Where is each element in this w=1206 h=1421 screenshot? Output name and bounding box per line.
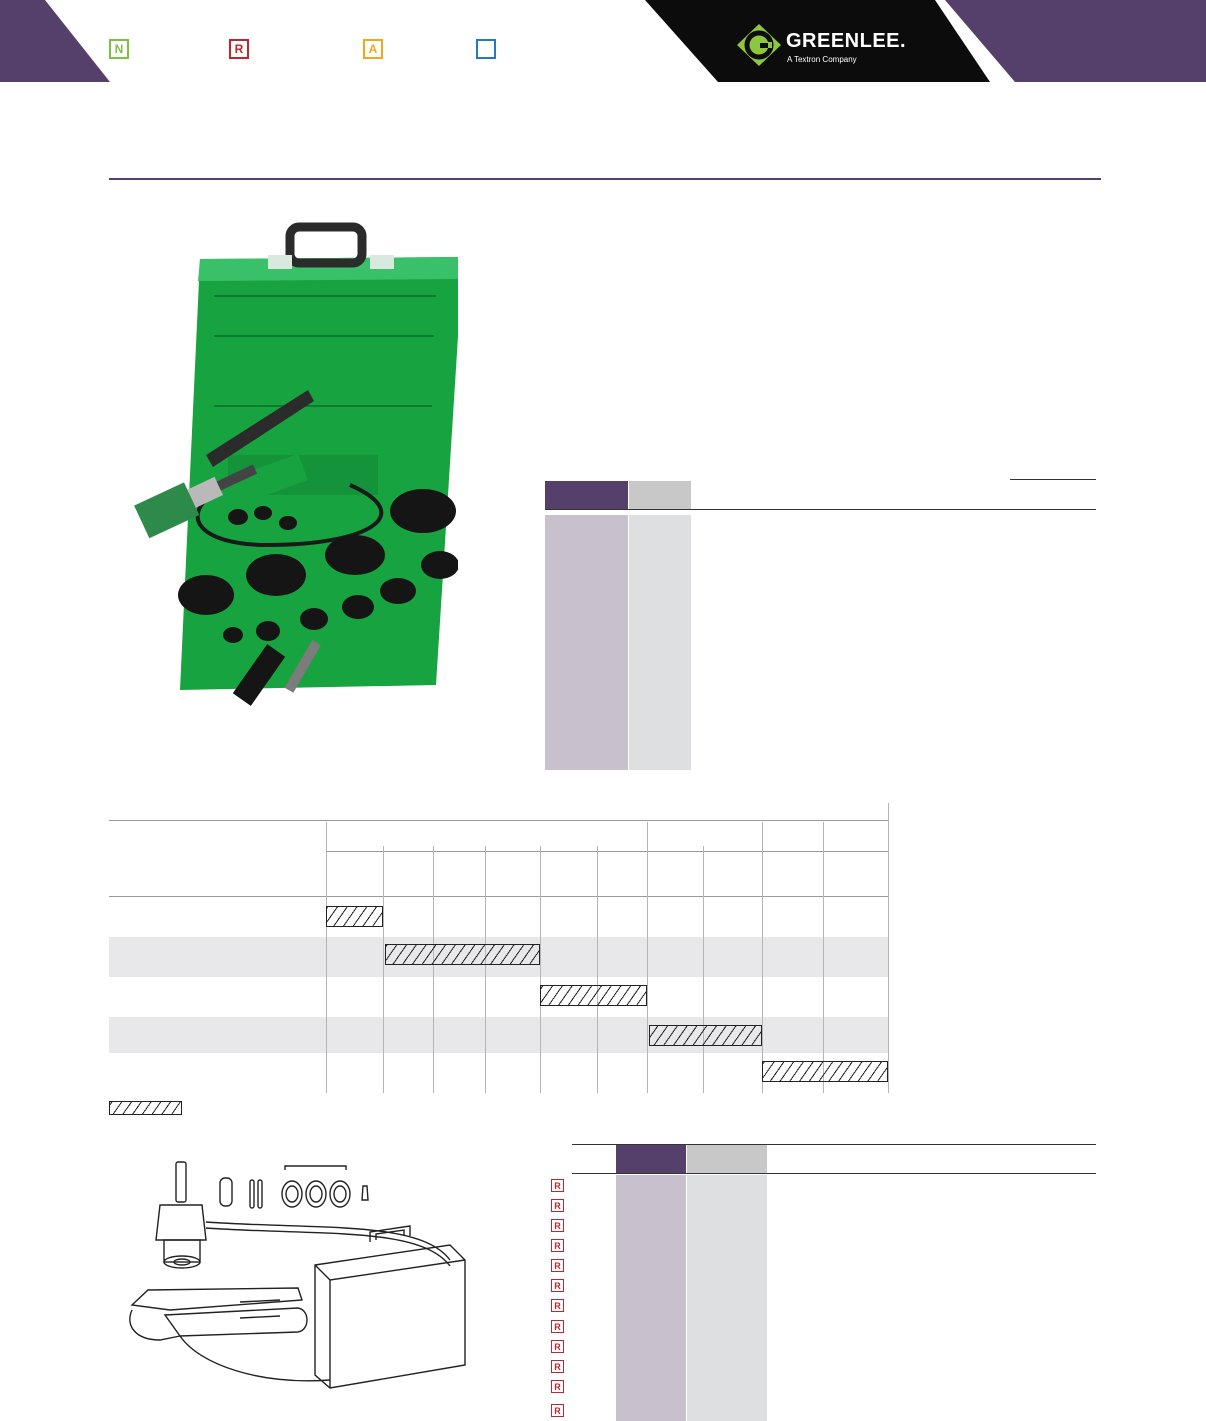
replacement-badge: R xyxy=(551,1404,564,1417)
small-parts-drawing xyxy=(220,1166,368,1208)
right-band-shape xyxy=(945,0,1206,82)
range-bar-5 xyxy=(762,1061,888,1082)
replacement-badge: R xyxy=(551,1340,564,1353)
spec-column-secondary xyxy=(629,515,691,770)
legend-a-box xyxy=(363,39,383,59)
replacement-badge: R xyxy=(551,1179,564,1192)
greenlee-logo xyxy=(736,22,926,68)
chart-divider xyxy=(433,846,434,1093)
range-bar-1 xyxy=(326,906,383,927)
brand-tagline: A Textron Company xyxy=(787,55,857,64)
replacement-badge: R xyxy=(551,1219,564,1232)
chart-divider xyxy=(597,846,598,1093)
legend-r-letter: R xyxy=(234,42,244,56)
chart-top-rule xyxy=(109,820,888,821)
replacement-badge: R xyxy=(551,1380,564,1393)
parts-diagram xyxy=(120,1150,470,1395)
pump-drawing xyxy=(130,1288,330,1381)
legend-n-letter: N xyxy=(114,42,124,56)
range-bar-3 xyxy=(540,985,647,1006)
chart-header-rule xyxy=(109,896,888,897)
chart-divider xyxy=(703,846,704,1093)
range-bar-2 xyxy=(385,944,540,965)
legend-blank-box xyxy=(476,39,496,59)
legend-r-box xyxy=(229,39,249,59)
chart-subheader-rule xyxy=(326,851,888,852)
replacement-badge: R xyxy=(551,1239,564,1252)
replacement-badge: R xyxy=(551,1360,564,1373)
parts-column-secondary xyxy=(687,1175,767,1421)
case-handle xyxy=(290,227,362,263)
replacement-badge: R xyxy=(551,1259,564,1272)
spec-top-rule xyxy=(1010,479,1096,480)
replacement-badge: R xyxy=(551,1320,564,1333)
left-band-shape xyxy=(0,0,110,82)
spec-header-cell-secondary xyxy=(629,481,691,509)
spec-header-cell-primary xyxy=(545,481,628,509)
range-legend-swatch xyxy=(109,1101,182,1115)
spec-header-rule xyxy=(545,509,1096,510)
legend-n-box xyxy=(109,39,129,59)
replacement-badge: R xyxy=(551,1199,564,1212)
legend-a-letter: A xyxy=(368,42,378,56)
parts-column-primary xyxy=(616,1175,686,1421)
chart-divider xyxy=(326,822,327,1093)
title-rule xyxy=(109,178,1101,180)
parts-header-cell-primary xyxy=(616,1145,686,1173)
greenlee-g-icon xyxy=(736,23,782,67)
chart-divider xyxy=(888,803,889,1093)
chart-divider xyxy=(540,846,541,1093)
chart-row-bg xyxy=(109,1017,888,1053)
replacement-badge: R xyxy=(551,1279,564,1292)
chart-divider xyxy=(762,822,763,1093)
brand-name: GREENLEE. xyxy=(786,30,907,52)
chart-divider xyxy=(485,846,486,1093)
case-drawing xyxy=(315,1226,465,1388)
replacement-badge: R xyxy=(551,1299,564,1312)
chart-divider xyxy=(823,822,824,1093)
range-bar-4 xyxy=(649,1025,762,1046)
chart-divider xyxy=(383,846,384,1093)
product-photo xyxy=(118,215,458,725)
chart-divider xyxy=(647,822,648,1093)
spec-column-primary xyxy=(545,515,628,770)
header-band xyxy=(0,0,1206,82)
parts-header-cell-secondary xyxy=(687,1145,767,1173)
parts-header-rule xyxy=(572,1173,1096,1174)
